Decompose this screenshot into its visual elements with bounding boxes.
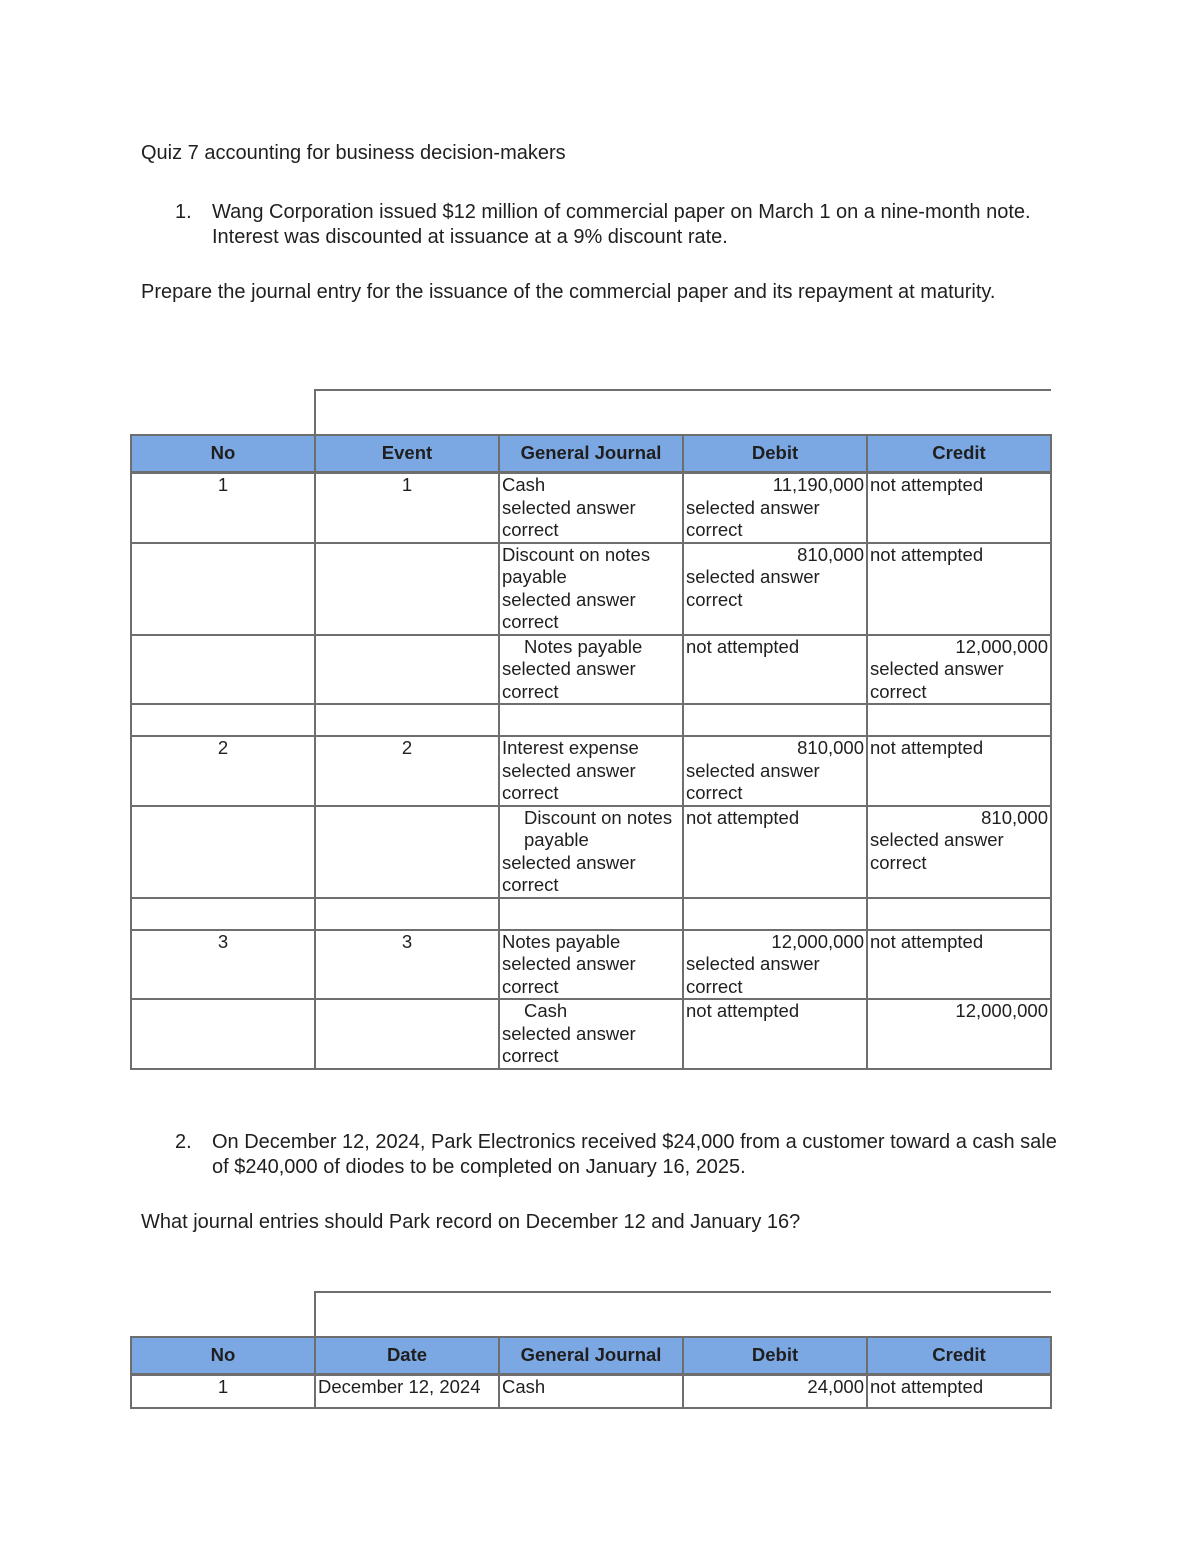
account-cell[interactable] xyxy=(499,473,683,543)
question-1-prompt: Prepare the journal entry for the issuance of the commercial paper and its repayment at maturity. xyxy=(141,281,996,303)
date-cell: December 12, 2024 xyxy=(315,1375,499,1408)
debit-cell[interactable] xyxy=(683,806,867,898)
answer-status: selected answer correct xyxy=(502,658,636,702)
question-number: 2. xyxy=(175,1131,192,1153)
table-row xyxy=(131,930,1051,1000)
event-cell: 2 xyxy=(315,736,499,806)
debit-amount: 11,190,000 xyxy=(772,474,864,495)
answer-status: selected answer correct xyxy=(870,658,1004,702)
answer-status: selected answer correct xyxy=(870,829,1004,873)
answer-status: selected answer correct xyxy=(686,566,820,610)
debit-cell[interactable]: 24,000 xyxy=(683,1375,867,1408)
credit-cell[interactable] xyxy=(867,736,1051,806)
question-2 xyxy=(141,1130,1061,1182)
question-text: Wang Corporation issued $12 million of commercial paper on March 1 on a nine-month note. Interest was discounted at issuance at a 9% discount rate. xyxy=(212,201,1031,248)
journal-table-2 xyxy=(130,1291,1052,1409)
debit-cell[interactable] xyxy=(683,635,867,705)
event-cell xyxy=(315,999,499,1069)
no-cell xyxy=(131,543,315,635)
credit-cell[interactable] xyxy=(867,473,1051,543)
column-header: No xyxy=(131,435,315,473)
credit-cell[interactable] xyxy=(867,999,1051,1069)
account-name: Discount on notes payable xyxy=(502,543,651,587)
no-cell: 1 xyxy=(131,473,315,543)
no-cell: 2 xyxy=(131,736,315,806)
column-header: Credit xyxy=(867,1337,1051,1375)
table-row xyxy=(131,806,1051,898)
column-header: Debit xyxy=(683,435,867,473)
no-cell: 3 xyxy=(131,930,315,1000)
answer-status: selected answer correct xyxy=(686,496,820,540)
answer-status: selected answer correct xyxy=(686,759,820,803)
table-header-row xyxy=(131,435,1051,473)
credit-amount: not attempted xyxy=(870,737,984,758)
table-row xyxy=(131,736,1051,806)
debit-amount: not attempted xyxy=(686,635,800,657)
question-number: 1. xyxy=(175,201,192,223)
column-header: General Journal xyxy=(499,435,683,473)
debit-cell[interactable] xyxy=(683,999,867,1069)
account-name: Cash xyxy=(524,1000,568,1021)
account-cell[interactable] xyxy=(499,635,683,705)
spacer-row xyxy=(131,704,1051,736)
debit-amount: not attempted xyxy=(686,1000,800,1021)
account-cell[interactable] xyxy=(499,806,683,898)
debit-cell[interactable] xyxy=(683,736,867,806)
debit-cell[interactable] xyxy=(683,930,867,1000)
no-cell xyxy=(131,999,315,1069)
column-header: Date xyxy=(315,1337,499,1375)
account-name: Discount on notes payable xyxy=(524,806,673,850)
account-name: Cash xyxy=(502,474,546,495)
credit-cell[interactable] xyxy=(867,543,1051,635)
credit-amount: not attempted xyxy=(870,543,984,565)
no-cell xyxy=(131,635,315,705)
answer-status: selected answer correct xyxy=(502,759,636,803)
column-header: Event xyxy=(315,435,499,473)
table-row xyxy=(131,635,1051,705)
answer-status: selected answer correct xyxy=(502,588,636,632)
column-header: No xyxy=(131,1337,315,1375)
debit-cell[interactable] xyxy=(683,543,867,635)
credit-amount: 810,000 xyxy=(981,806,1048,828)
account-name: Interest expense xyxy=(502,737,639,758)
answer-status: selected answer correct xyxy=(502,851,636,895)
debit-amount: 810,000 xyxy=(797,543,864,565)
credit-amount: not attempted xyxy=(870,930,984,952)
question-2-prompt: What journal entries should Park record on December 12 and January 16? xyxy=(141,1211,801,1233)
journal-table-1 xyxy=(130,389,1052,1070)
credit-cell[interactable] xyxy=(867,930,1051,1000)
answer-status: selected answer correct xyxy=(502,496,636,540)
account-cell[interactable]: Cash xyxy=(499,1375,683,1408)
table-row xyxy=(131,999,1051,1069)
event-cell: 3 xyxy=(315,930,499,1000)
spacer-row xyxy=(131,898,1051,930)
account-cell[interactable] xyxy=(499,930,683,1000)
column-header: Credit xyxy=(867,435,1051,473)
account-name: Notes payable xyxy=(524,635,643,657)
event-cell xyxy=(315,543,499,635)
event-cell: 1 xyxy=(315,473,499,543)
column-header: Debit xyxy=(683,1337,867,1375)
answer-status: selected answer correct xyxy=(502,1022,636,1066)
column-header: General Journal xyxy=(499,1337,683,1375)
credit-amount: 12,000,000 xyxy=(955,635,1048,657)
question-text: On December 12, 2024, Park Electronics received $24,000 from a customer toward a cash sale of $240,000 of diodes to be completed on January 16, 2025. xyxy=(212,1131,1057,1178)
question-1 xyxy=(141,200,1061,250)
debit-amount: 12,000,000 xyxy=(771,930,864,952)
no-cell xyxy=(131,806,315,898)
account-cell[interactable] xyxy=(499,736,683,806)
table-row xyxy=(131,543,1051,635)
account-name: Notes payable xyxy=(502,930,621,952)
event-cell xyxy=(315,635,499,705)
debit-cell[interactable] xyxy=(683,473,867,543)
account-cell[interactable] xyxy=(499,543,683,635)
event-cell xyxy=(315,806,499,898)
credit-cell[interactable] xyxy=(867,806,1051,898)
debit-amount: 810,000 xyxy=(797,737,864,758)
table-header-row xyxy=(131,1337,1051,1375)
credit-cell[interactable]: not attempted xyxy=(867,1375,1051,1408)
answer-status: selected answer correct xyxy=(502,953,636,997)
account-cell[interactable] xyxy=(499,999,683,1069)
table-row xyxy=(131,473,1051,543)
answer-status: selected answer correct xyxy=(686,953,820,997)
debit-amount: not attempted xyxy=(686,806,800,828)
credit-cell[interactable] xyxy=(867,635,1051,705)
table-row xyxy=(131,1375,1051,1408)
doc-title: Quiz 7 accounting for business decision-makers xyxy=(141,142,566,164)
no-cell: 1 xyxy=(131,1375,315,1408)
credit-amount: 12,000,000 xyxy=(955,1000,1048,1021)
credit-amount: not attempted xyxy=(870,474,984,495)
